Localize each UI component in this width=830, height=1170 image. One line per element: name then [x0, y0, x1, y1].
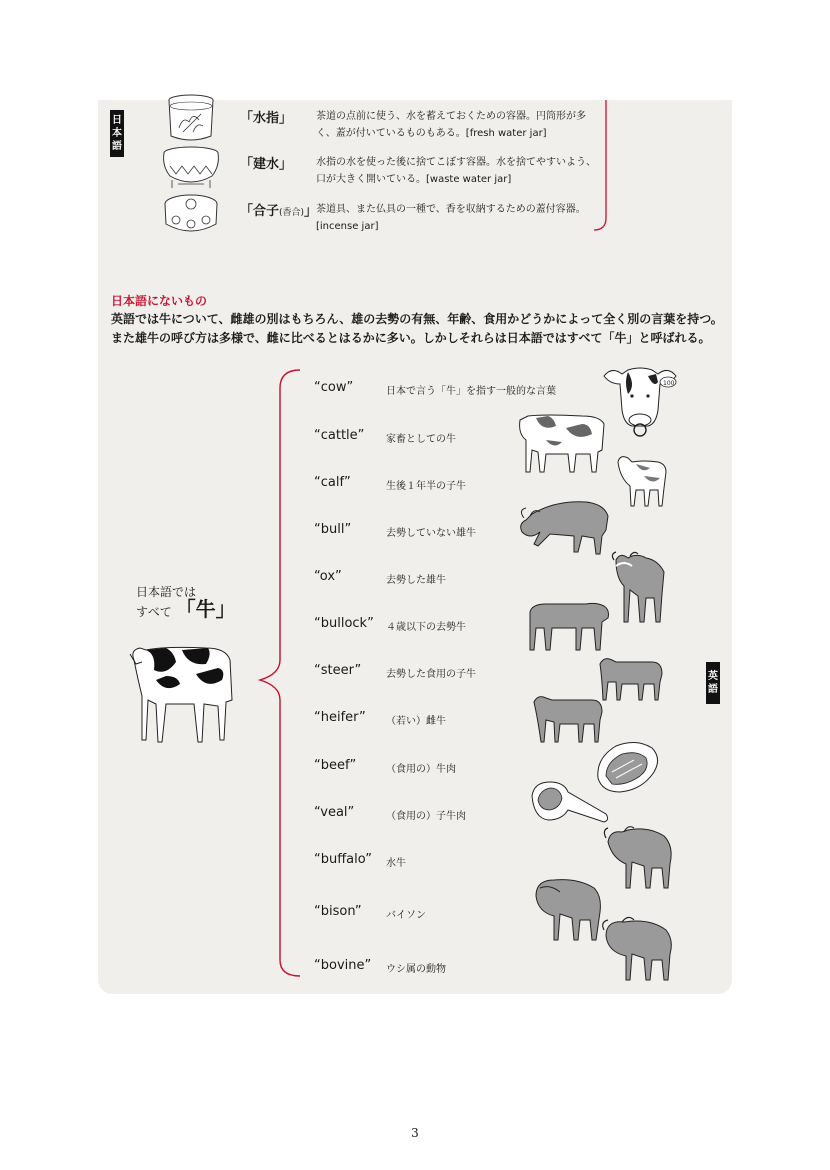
meaning-beef: （食用の）牛肉 [386, 764, 456, 775]
ox-icon [610, 550, 670, 626]
tab-char: 本 [112, 128, 122, 139]
section-line: 英語では牛について、雌雄の別はもちろん、雄の去勢の有無、年齢、食用かどうかによって全く別の言葉を持つ。 [111, 312, 723, 326]
vessel-description: 水指の水を使った後に捨てこぼす容器。水を捨てやすいよう、口が大きく開いている。[waste water jar] [316, 157, 596, 185]
meaning-veal: （食用の）子牛肉 [386, 811, 466, 822]
term-steer: “steer” [314, 663, 362, 678]
kogo-incense-jar-icon [160, 192, 222, 240]
term-veal: “veal” [314, 805, 355, 820]
buffalo-icon [602, 824, 676, 892]
term-bovine: “bovine” [314, 958, 372, 973]
tab-char: 日 [112, 115, 122, 126]
tab-char: 語 [708, 684, 718, 695]
calf-icon [614, 452, 670, 508]
term-heifer: “heifer” [314, 710, 366, 725]
caption-line1: 日本語では [136, 585, 197, 599]
meaning-bison: バイソン [386, 910, 426, 921]
english-tab [706, 662, 720, 704]
meaning-cattle: 家畜としての牛 [386, 434, 456, 445]
vessel-description: 茶道の点前に使う、水を蓄えておくための容器。円筒形が多く、蓋が付いているものもある。[fresh water jar] [316, 111, 586, 139]
vessel-term [240, 200, 317, 219]
steer-icon [598, 654, 666, 704]
term-bullock: “bullock” [314, 616, 374, 631]
meaning-bull: 去勢していない雄牛 [386, 528, 476, 539]
bullock-icon [526, 598, 612, 654]
term-calf: “calf” [314, 475, 351, 490]
tab-char: 語 [112, 141, 122, 152]
mizusashi-jar-icon [163, 92, 219, 144]
term-buffalo: “buffalo” [314, 852, 372, 867]
meaning-heifer: （若い）雌牛 [386, 716, 446, 727]
kensui-bowl-icon [160, 144, 222, 192]
term-ox: “ox” [314, 569, 342, 584]
meaning-buffalo: 水牛 [386, 858, 406, 869]
meaning-ox: 去勢した雄牛 [386, 575, 446, 586]
term-beef: “beef” [314, 758, 357, 773]
meaning-cow: 日本で言う「牛」を指す一般的な言葉 [386, 386, 556, 397]
caption-prefix: すべて [136, 605, 172, 619]
caption-line2 [136, 597, 236, 621]
vessel-term-main: 「合子 [240, 204, 280, 219]
japanese-tab [110, 110, 124, 157]
bison-icon [530, 874, 604, 944]
cattle-icon [516, 410, 610, 476]
section-body [111, 310, 731, 348]
bull-icon [516, 496, 614, 558]
term-bull: “bull” [314, 522, 352, 537]
veal-icon [528, 776, 612, 828]
meaning-bovine: ウシ属の動物 [386, 964, 446, 975]
section-title: 日本語にないもの [111, 294, 208, 308]
term-cattle: “cattle” [314, 428, 365, 443]
section-line: また雄牛の呼び方は多様で、雌に比べるとはるかに多い。しかしそれらは日本語ではすべて「牛」と呼ばれる。 [111, 331, 711, 345]
bovine-icon [600, 914, 676, 984]
meaning-calf: 生後１年半の子牛 [386, 481, 466, 492]
vessel-description: 茶道具、また仏具の一種で、香を収納するための蓋付容器。[incense jar] [316, 204, 586, 232]
vessel-bracket [590, 100, 620, 234]
holstein-cow-icon [126, 640, 238, 746]
vessel-term: 「水指」 [240, 111, 293, 126]
term-cow: “cow” [314, 380, 354, 395]
meaning-steer: 去勢した食用の子牛 [386, 669, 476, 680]
caption-big: 「牛」 [175, 597, 236, 621]
page-number: 3 [411, 1126, 419, 1140]
vessel-term: 「建水」 [240, 157, 293, 172]
vessel-term-reading: (香合) [279, 208, 305, 218]
ear-tag-number: 100 [663, 380, 675, 387]
tab-char: 英 [708, 671, 718, 682]
cow-head-icon [598, 362, 682, 440]
term-bison: “bison” [314, 904, 362, 919]
terms-brace [250, 368, 310, 980]
meaning-bullock: ４歳以下の去勢牛 [386, 622, 466, 633]
vessel-term-close: 」 [304, 204, 318, 219]
cow-caption [136, 584, 236, 621]
